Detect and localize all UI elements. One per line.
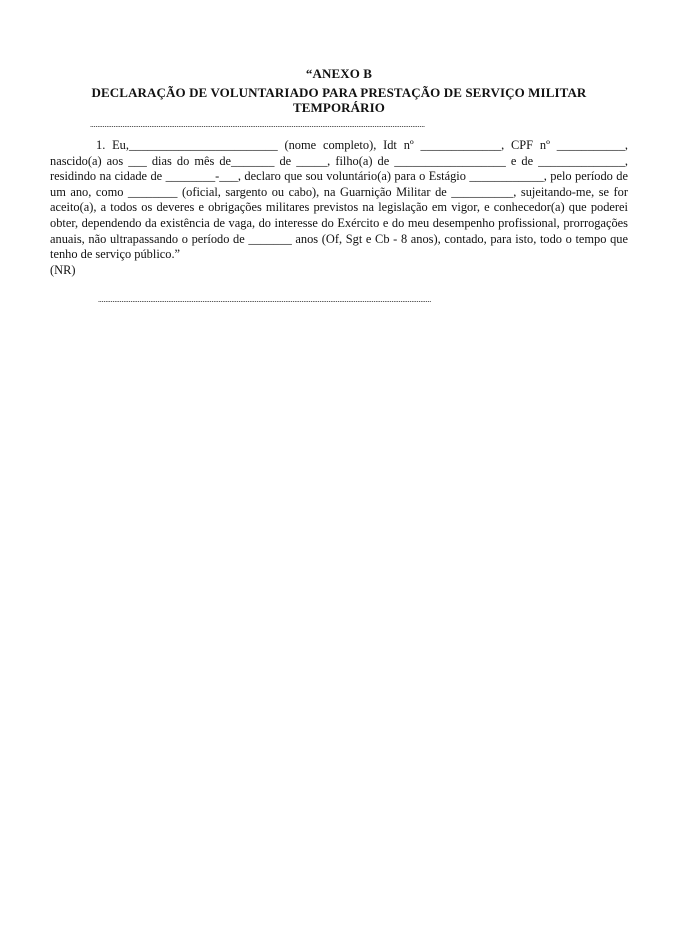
dotted-separator-bottom: ......................................................................................................................................................................................... <box>98 296 432 304</box>
nr-note: (NR) <box>50 263 76 277</box>
declaration-paragraph: 1. Eu,________________________ (nome completo), Idt nº _____________, CPF nº ___________, nascido(a) aos ___ dias do mês de_______ de _____, filho(a) de __________________ e de ______________, residindo na cidade de ________-___, declaro que sou voluntário(a) para o Estágio ____________, pelo período de um ano, como ________ (oficial, sargento ou cabo), na Guarnição Militar de __________, sujeitando-me, se for aceito(a), a todos os deveres e obrigações militares previstos na legislação em vigor, e conhecedor(a) que poderei obter, dependendo da existência de vaga, do interesse do Exército e do meu desempenho profissional, prorrogações anuais, não ultrapassando o período de _______ anos (Of, Sgt e Cb - 8 anos), contado, para isto, todo o tempo que tenho de serviço público.” <box>50 138 628 262</box>
declaration-title: DECLARAÇÃO DE VOLUNTARIADO PARA PRESTAÇÃO DE SERVIÇO MILITAR TEMPORÁRIO <box>91 85 587 115</box>
annex-title: “ANEXO B <box>305 66 373 81</box>
dotted-separator-top: .......................................................................................................................................................................................... <box>90 121 425 129</box>
